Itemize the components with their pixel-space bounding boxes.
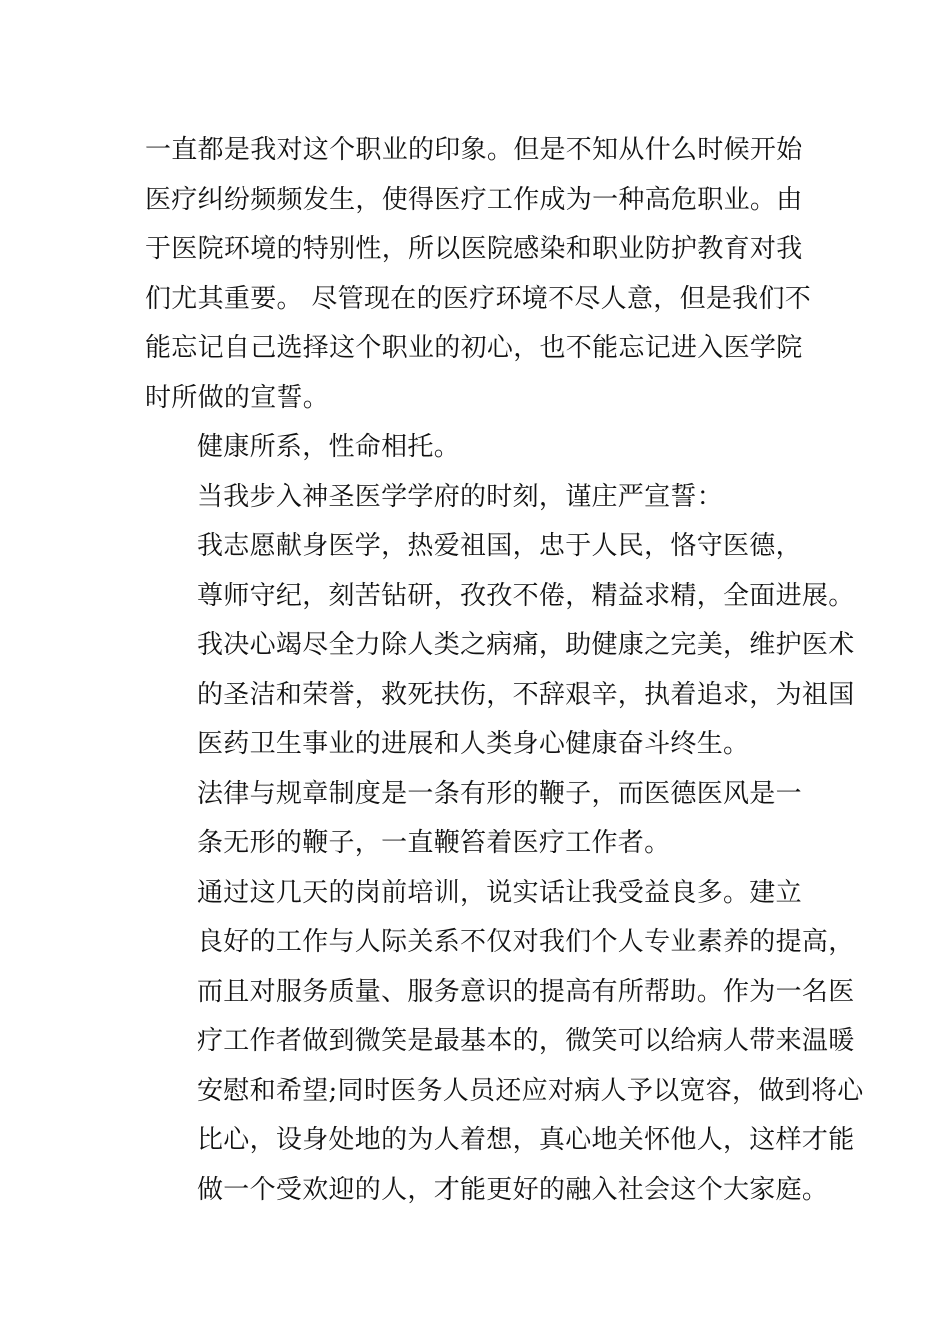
- text-line: 我志愿献身医学，热爱祖国，忠于人民，恪守医德，: [197, 531, 802, 561]
- document-body: [145, 126, 864, 1215]
- paragraph-law-and-ethics: [145, 770, 810, 869]
- paragraph-oath-text: [145, 522, 855, 770]
- text-line: 一直都是我对这个职业的印象。但是不知从什么时候开始: [145, 135, 803, 165]
- text-line: 比心，设身处地的为人着想，真心地关怀他人，这样才能: [197, 1125, 855, 1155]
- text-line: 而且对服务质量、服务意识的提高有所帮助。作为一名医: [197, 976, 855, 1007]
- text-line: 良好的工作与人际关系不仅对我们个人专业素养的提高，: [197, 927, 855, 957]
- text-line: 法律与规章制度是一条有形的鞭子，而医德医风是一: [197, 778, 802, 809]
- text-line: 条无形的鞭子，一直鞭笞着医疗工作者。: [197, 828, 671, 858]
- paragraph-oath-motto: [145, 423, 810, 473]
- text-line: 的圣洁和荣誉，救死扶伤，不辞艰辛，执着追求，为祖国: [197, 679, 855, 710]
- text-line: 医药卫生事业的进展和人类身心健康奋斗终生。: [197, 729, 750, 759]
- text-line: 能忘记自己选择这个职业的初心，也不能忘记进入医学院: [145, 333, 803, 363]
- text-line: 安慰和希望;同时医务人员还应对病人予以宽容，做到将心: [197, 1075, 864, 1106]
- paragraph-oath-intro: [145, 473, 810, 523]
- text-line: 于医院环境的特别性，所以医院感染和职业防护教育对我: [145, 234, 803, 264]
- text-line: 们尤其重要。 尽管现在的医疗环境不尽人意，但是我们不: [145, 283, 812, 314]
- text-line: 尊师守纪，刻苦钻研，孜孜不倦，精益求精，全面进展。: [197, 580, 855, 611]
- text-line: 当我步入神圣医学学府的时刻，谨庄严宣誓：: [197, 481, 724, 512]
- paragraph-career-impression: [145, 126, 810, 423]
- text-line: 做一个受欢迎的人，才能更好的融入社会这个大家庭。: [197, 1174, 829, 1205]
- text-line: 我决心竭尽全力除人类之病痛，助健康之完美，维护医术: [197, 630, 855, 660]
- text-line: 通过这几天的岗前培训，说实话让我受益良多。建立: [197, 877, 802, 908]
- text-line: 疗工作者做到微笑是最基本的，微笑可以给病人带来温暖: [197, 1026, 855, 1056]
- paragraph-training-reflection: [145, 869, 864, 1216]
- text-line: 时所做的宣誓。: [145, 382, 330, 413]
- text-line: 医疗纠纷频频发生，使得医疗工作成为一种高危职业。由: [145, 184, 803, 215]
- text-line: 健康所系，性命相托。: [197, 432, 461, 462]
